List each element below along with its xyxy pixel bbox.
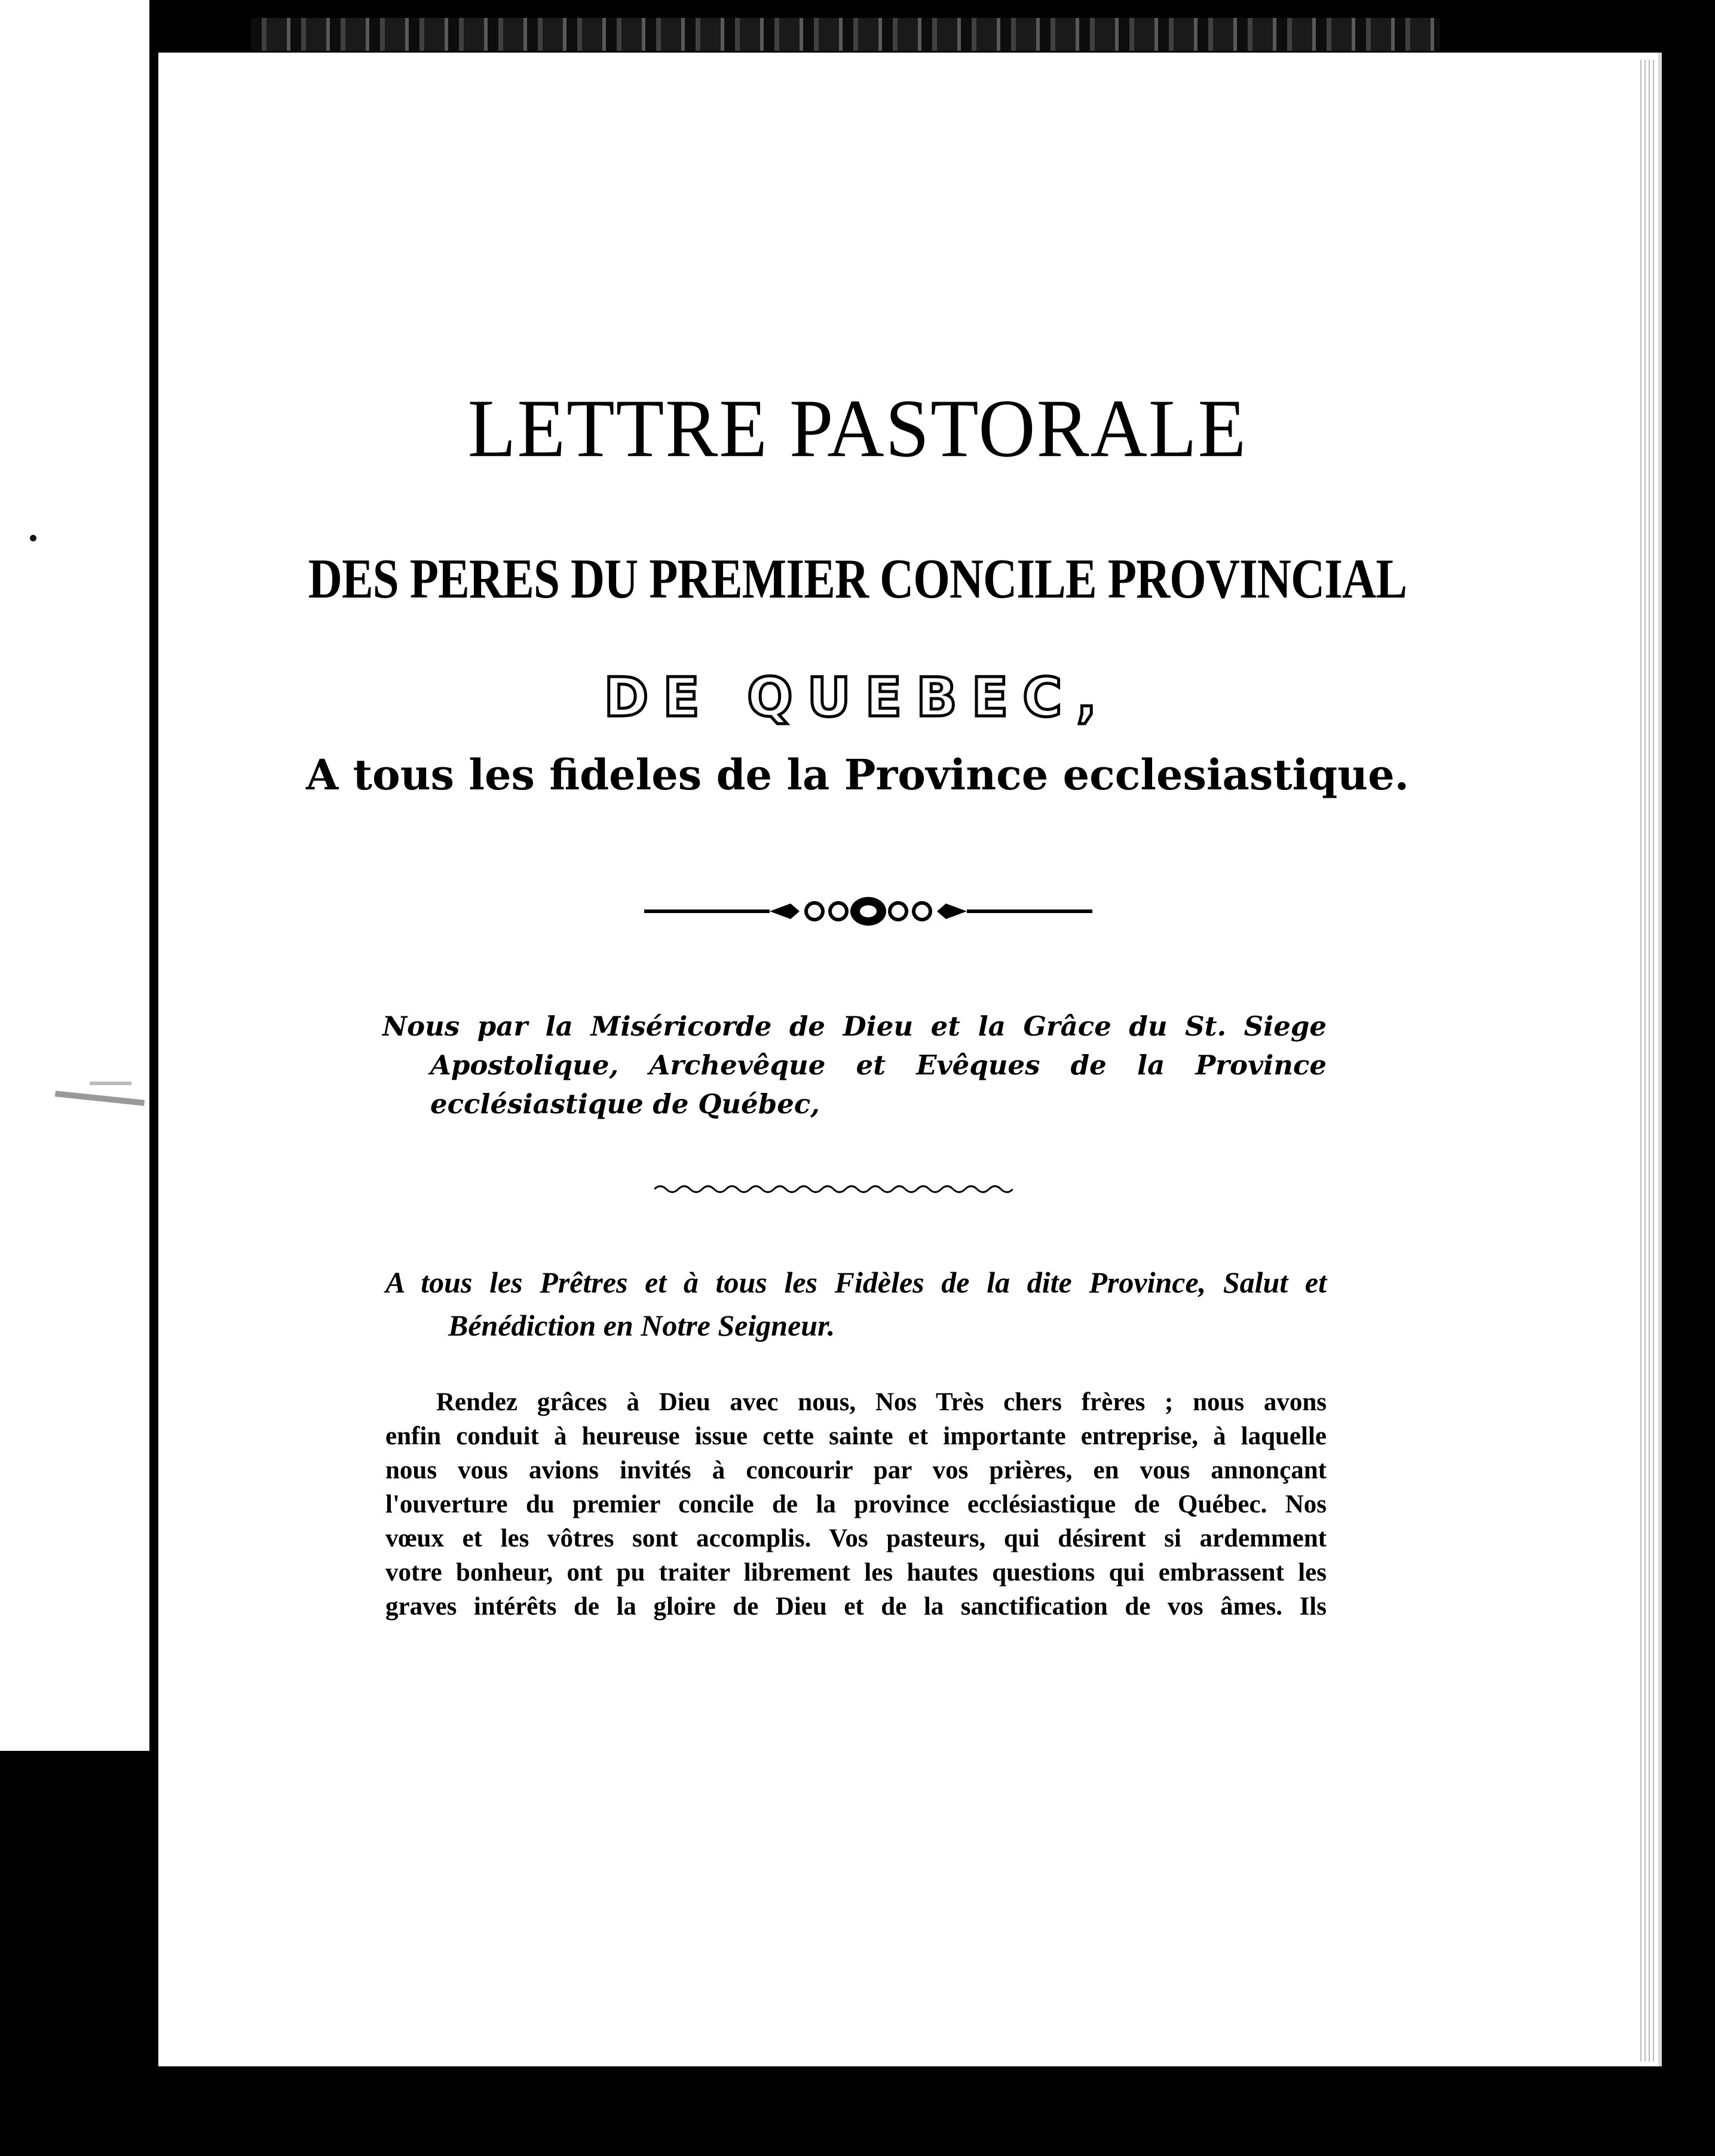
- document-title: LETTRE PASTORALE: [467, 382, 1248, 474]
- page-stack-edge: [1637, 60, 1655, 2062]
- greeting-line: A tous les Prêtres et à tous les Fidèles de la dite Province, Salut et: [385, 1266, 1327, 1299]
- issuer-line: ecclésiastique de Québec,: [430, 1088, 820, 1120]
- issuer-line: Apostolique, Archevêque et Evêques de la Province: [430, 1049, 1327, 1081]
- document-location: DE QUEBEC,: [604, 666, 1111, 729]
- issuer-line: Nous par la Miséricorde de Dieu et la Grâce du St. Siege: [382, 1010, 1327, 1042]
- scan-bottom-edge: [0, 2074, 1715, 2156]
- scan-smudge: [90, 1082, 131, 1085]
- body-line: l'ouverture du premier concile de la province ecclésiastique de Québec. Nos: [385, 1490, 1327, 1518]
- scan-speck: [30, 535, 36, 541]
- greeting-paragraph: [385, 1261, 1327, 1347]
- ornamental-divider: [644, 890, 1092, 932]
- body-line: enfin conduit à heureuse issue cette sainte et importante entreprise, à laquelle: [385, 1422, 1327, 1450]
- scan-smudge: [55, 1091, 145, 1106]
- body-paragraph: [385, 1385, 1327, 1624]
- address-line: A tous les fideles de la Province ecclesiastique.: [306, 750, 1409, 800]
- body-line: Rendez grâces à Dieu avec nous, Nos Très chers frères ; nous avons: [436, 1388, 1327, 1416]
- body-line: nous vous avions invités à concourir par vos prières, en vous annonçant: [385, 1456, 1327, 1484]
- facing-page-margin: [0, 0, 149, 1751]
- body-line: graves intérêts de la gloire de Dieu et de la sanctification de vos âmes. Ils: [385, 1592, 1327, 1621]
- body-line: votre bonheur, ont pu traiter librement les hautes questions qui embrassent les: [385, 1558, 1327, 1587]
- wavy-divider: [654, 1180, 1013, 1198]
- greeting-line: Bénédiction en Notre Seigneur.: [448, 1309, 835, 1342]
- scan-top-edge: [251, 18, 1440, 51]
- issuer-paragraph: [382, 1007, 1327, 1123]
- body-line: vœux et les vôtres sont accomplis. Vos pasteurs, qui désirent si ardemment: [385, 1524, 1327, 1552]
- document-subtitle: DES PERES DU PREMIER CONCILE PROVINCIAL: [308, 548, 1407, 610]
